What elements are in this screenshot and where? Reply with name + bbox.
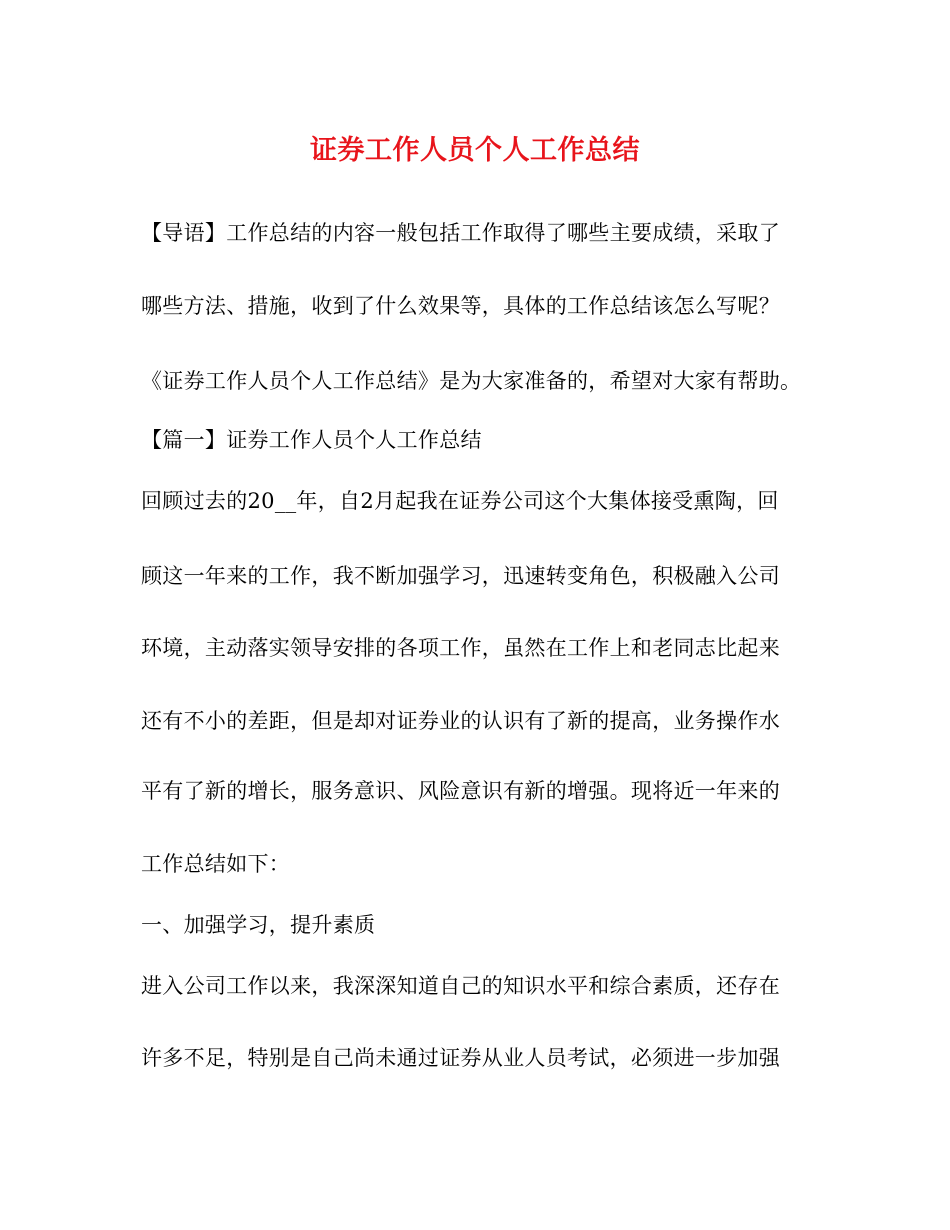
paragraph-line-6: 工作总结如下： xyxy=(141,852,291,876)
subheading-study: 一、加强学习，提升素质 xyxy=(141,913,376,937)
paragraph-line-2: 顾这一年来的工作，我不断加强学习，迅速转变角色，积极融入公司 xyxy=(141,564,780,588)
paragraph-line-1: 回顾过去的20__年，自2月起我在证券公司这个大集体接受熏陶，回 xyxy=(141,489,779,513)
intro-line-3: 《证券工作人员个人工作总结》是为大家准备的，希望对大家有帮助。 xyxy=(141,369,802,393)
intro-line-2: 哪些方法、措施，收到了什么效果等，具体的工作总结该怎么写呢？ xyxy=(141,294,780,318)
section-heading-part-one: 【篇一】证券工作人员个人工作总结 xyxy=(141,428,482,452)
paragraph2-line-2: 许多不足，特别是自己尚未通过证券从业人员考试，必须进一步加强 xyxy=(141,1046,780,1070)
intro-line-1: 【导语】工作总结的内容一般包括工作取得了哪些主要成绩，采取了 xyxy=(141,221,780,245)
document-title: 证券工作人员个人工作总结 xyxy=(310,135,640,166)
paragraph-line-5: 平有了新的增长，服务意识、风险意识有新的增强。现将近一年来的 xyxy=(141,779,780,803)
paragraph-line-3: 环境，主动落实领导安排的各项工作，虽然在工作上和老同志比起来 xyxy=(141,636,780,660)
paragraph2-line-1: 进入公司工作以来，我深深知道自己的知识水平和综合素质，还存在 xyxy=(141,974,780,998)
paragraph-line-4: 还有不小的差距，但是却对证券业的认识有了新的提高，业务操作水 xyxy=(141,709,780,733)
